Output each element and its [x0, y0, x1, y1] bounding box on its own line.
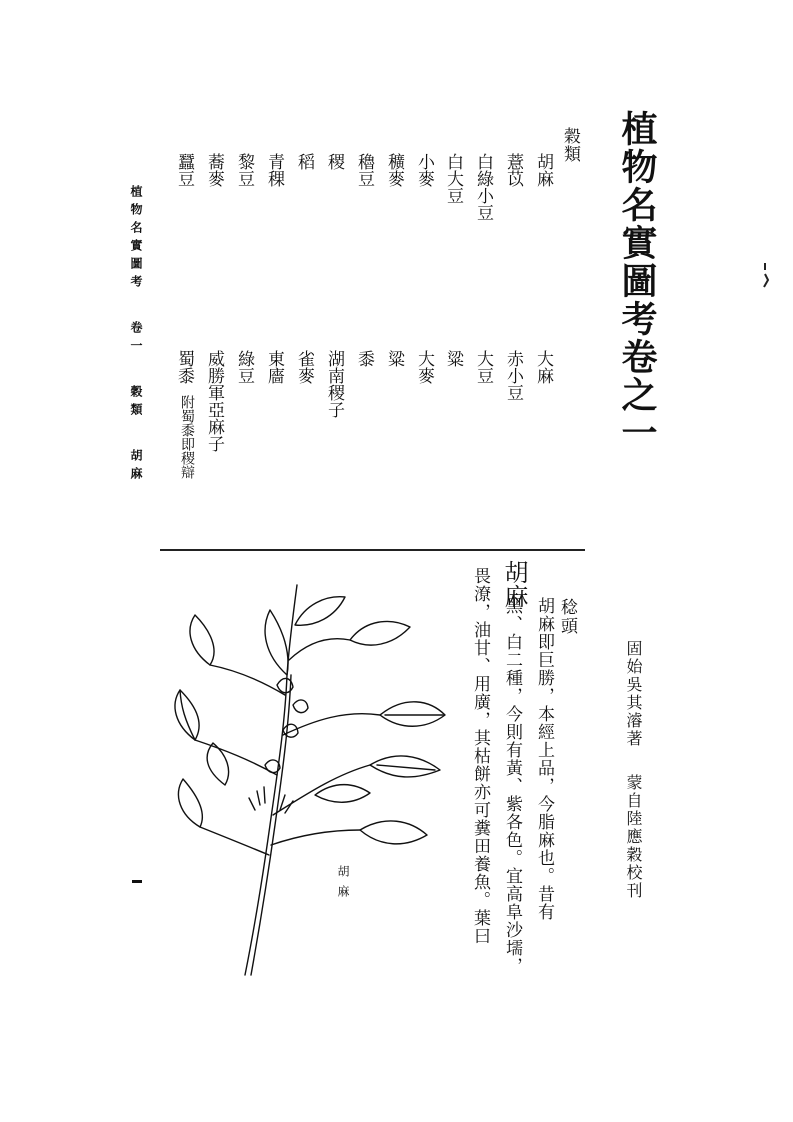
margin-mark — [762, 262, 770, 288]
toc-entry: 湖南稷子 — [324, 350, 344, 418]
running-head — [128, 185, 145, 485]
toc-entry: 黍 — [354, 350, 374, 367]
toc-entry: 東廧 — [264, 350, 284, 384]
toc-entry: 蕎麥 — [204, 153, 224, 187]
sesame-plant-illustration — [165, 565, 455, 985]
toc-entry: 雀麥 — [294, 350, 314, 384]
entry-text-line: 畏潦，油甘、用廣，其枯餅亦可糞田養魚。葉曰 — [470, 567, 490, 945]
entry-text-line: 黑、白二種，今則有黃、紫各色。宜高阜沙壖， — [502, 597, 522, 975]
toc-entry: 綠豆 — [234, 350, 254, 384]
toc-heading: 穀類 — [560, 127, 580, 163]
toc-entry: 粱 — [443, 350, 463, 367]
toc-entry: 青稞 — [264, 153, 284, 187]
toc-entry: 穬麥 — [384, 153, 404, 187]
plant-label: 胡麻 — [336, 865, 350, 905]
toc-entry: 黎豆 — [234, 153, 254, 187]
running-head-category: 穀類 — [129, 385, 143, 421]
toc-entry: 粱 — [384, 350, 404, 367]
toc-entry: 大豆 — [473, 350, 493, 384]
toc-entry: 稻 — [294, 153, 314, 170]
section-rule — [160, 549, 585, 551]
entry-text-line: 胡麻即巨勝，本經上品，今脂麻也。昔有 — [534, 597, 554, 921]
toc-entry: 大麥 — [414, 350, 434, 384]
toc-entry: 赤小豆 — [503, 350, 523, 401]
running-head-entry: 胡麻 — [129, 449, 143, 485]
toc-entry: 蠶豆 — [174, 153, 194, 187]
author-line — [622, 640, 645, 900]
toc-note: 附蜀黍即稷辯 — [179, 395, 195, 479]
book-title: 植物名實圖考卷之一 — [616, 110, 658, 452]
toc-entry: 稷 — [324, 153, 344, 170]
toc-entry: 小麥 — [414, 153, 434, 187]
entry-name: 胡麻 — [500, 560, 528, 608]
page-number-mark — [132, 880, 142, 883]
running-head-title: 植物名實圖考 — [129, 185, 143, 293]
toc-entry: 威勝軍亞麻子 — [204, 350, 224, 452]
toc-entry: 白大豆 — [443, 153, 463, 204]
toc-entry: 白綠小豆 — [473, 153, 493, 221]
editor-name: 蒙自陸應穀校刊 — [624, 774, 643, 900]
toc-entry: 穭豆 — [354, 153, 374, 187]
toc-entry: 薏苡 — [503, 153, 523, 187]
running-head-volume: 卷一 — [129, 321, 143, 357]
author-name: 固始吳其濬著 — [624, 640, 643, 748]
toc-entry: 蜀黍 — [174, 350, 194, 384]
toc-entry: 胡麻 — [533, 153, 553, 187]
section-heading: 稔頭 — [557, 598, 577, 636]
toc-entry: 大麻 — [533, 350, 553, 384]
